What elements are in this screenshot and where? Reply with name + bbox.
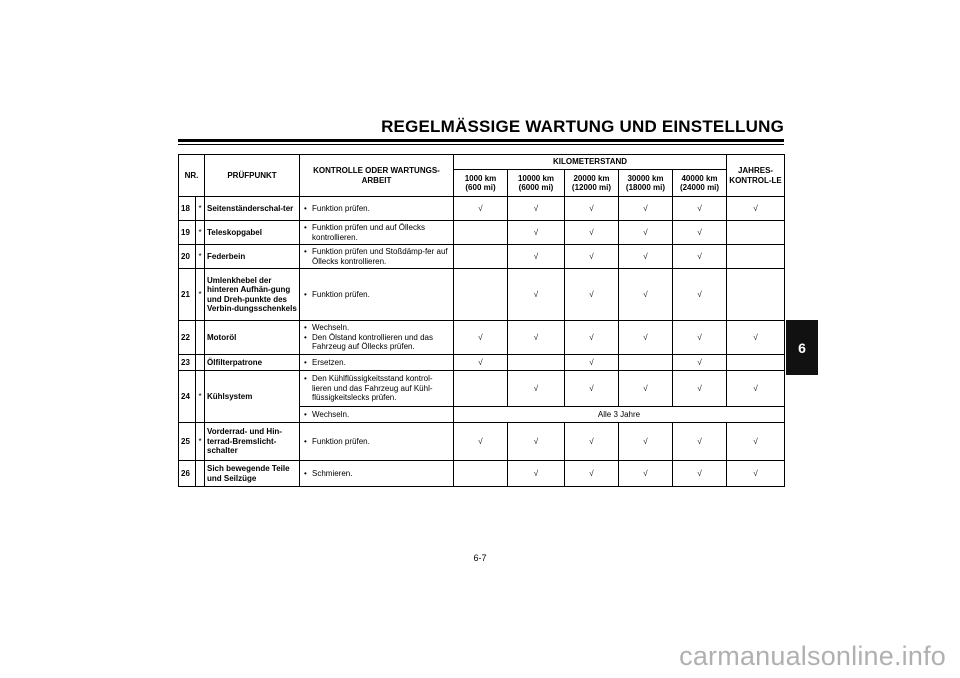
table-row (179, 221, 785, 245)
check-item: Umlenkhebel der hinteren Aufhän-gung und Dreh-punkte des Verbin-dungsschenkels (205, 269, 300, 321)
check-mark: √ (619, 221, 673, 245)
action-item: • Ersetzen. (312, 358, 451, 367)
check-item: Motoröl (205, 321, 300, 355)
row-number: 22 (179, 321, 196, 355)
check-mark: √ (619, 197, 673, 221)
action-item: • Funktion prüfen. (312, 437, 451, 446)
table-row (179, 461, 785, 487)
row-number: 21 (179, 269, 196, 321)
check-mark: √ (565, 321, 619, 355)
table-row (179, 321, 785, 355)
check-mark: √ (619, 371, 673, 407)
check-item: Seitenständerschal-ter (205, 197, 300, 221)
check-mark: √ (673, 321, 727, 355)
check-mark: √ (727, 197, 785, 221)
action-cell (300, 221, 454, 245)
dealer-star (196, 355, 205, 371)
action-cell (300, 269, 454, 321)
action-list (302, 469, 451, 478)
action-cell (300, 245, 454, 269)
header-item: PRÜFPUNKT (205, 155, 300, 197)
table-row (179, 269, 785, 321)
table-row (179, 245, 785, 269)
check-mark: √ (619, 245, 673, 269)
action-cell (300, 321, 454, 355)
action-cell (300, 461, 454, 487)
check-mark: √ (454, 197, 508, 221)
row-number: 25 (179, 423, 196, 461)
dealer-star (196, 321, 205, 355)
row-number: 20 (179, 245, 196, 269)
action-cell (300, 371, 454, 407)
action-list (302, 323, 451, 351)
check-mark: √ (673, 197, 727, 221)
action-item: • Funktion prüfen und auf Öllecks kontrollieren. (312, 223, 451, 242)
check-mark: √ (508, 461, 565, 487)
check-mark: √ (673, 355, 727, 371)
chapter-tab: 6 (786, 320, 818, 375)
action-cell (300, 407, 454, 423)
header-interval: 30000 km (18000 mi) (619, 170, 673, 197)
action-cell (300, 423, 454, 461)
check-mark (508, 355, 565, 371)
header-nr: NR. (179, 155, 205, 197)
check-mark: √ (565, 371, 619, 407)
check-mark: √ (508, 423, 565, 461)
check-mark: √ (565, 197, 619, 221)
table-row (179, 423, 785, 461)
check-mark: √ (619, 321, 673, 355)
watermark: carmanualsonline.info (679, 641, 946, 671)
header-interval: 20000 km (12000 mi) (565, 170, 619, 197)
check-mark: √ (508, 269, 565, 321)
check-item: Kühlsystem (205, 371, 300, 423)
check-mark (727, 355, 785, 371)
check-mark: √ (727, 423, 785, 461)
row-number: 18 (179, 197, 196, 221)
row-number: 24 (179, 371, 196, 423)
check-mark (727, 245, 785, 269)
row-number: 23 (179, 355, 196, 371)
row-number: 19 (179, 221, 196, 245)
dealer-star: * (196, 221, 205, 245)
dealer-star: * (196, 245, 205, 269)
check-mark: √ (619, 423, 673, 461)
check-mark (454, 461, 508, 487)
check-mark: √ (508, 245, 565, 269)
check-mark: √ (619, 461, 673, 487)
header-interval: 40000 km (24000 mi) (673, 170, 727, 197)
check-mark: √ (454, 321, 508, 355)
check-mark: √ (673, 371, 727, 407)
check-mark: √ (508, 221, 565, 245)
check-item: Federbein (205, 245, 300, 269)
page-number: 6-7 (473, 553, 487, 563)
action-item: • Funktion prüfen und Stoßdämp-fer auf Öllecks kontrollieren. (312, 247, 451, 266)
check-mark (454, 269, 508, 321)
check-mark: √ (565, 461, 619, 487)
table-row (179, 371, 785, 407)
action-list (302, 437, 451, 446)
title-rule-thin (178, 144, 784, 145)
check-mark: √ (454, 355, 508, 371)
header-action: KONTROLLE ODER WARTUNGS-ARBEIT (300, 155, 454, 197)
check-mark: √ (565, 221, 619, 245)
action-list (302, 290, 451, 299)
check-mark: √ (673, 269, 727, 321)
action-item: • Funktion prüfen. (312, 290, 451, 299)
check-mark: √ (673, 461, 727, 487)
action-item: • Den Kühlflüssigkeitsstand kontrol-lieren und das Fahrzeug auf Kühl-flüssigkeitslecks prüfen. (312, 374, 451, 402)
action-list (302, 410, 451, 419)
dealer-star: * (196, 197, 205, 221)
check-mark (727, 221, 785, 245)
check-mark: √ (508, 371, 565, 407)
action-list (302, 204, 451, 213)
check-mark (619, 355, 673, 371)
header-interval: 10000 km (6000 mi) (508, 170, 565, 197)
check-mark (454, 245, 508, 269)
check-mark: √ (727, 461, 785, 487)
dealer-star: * (196, 423, 205, 461)
action-item: • Schmieren. (312, 469, 451, 478)
check-mark: √ (565, 245, 619, 269)
check-mark: √ (727, 321, 785, 355)
interval-span-text: Alle 3 Jahre (454, 407, 785, 423)
action-list (302, 223, 451, 242)
action-cell (300, 197, 454, 221)
check-mark: √ (508, 321, 565, 355)
dealer-star (196, 461, 205, 487)
header-odometer: KILOMETERSTAND (454, 155, 727, 170)
dealer-star: * (196, 371, 205, 423)
page-title: REGELMÄSSIGE WARTUNG UND EINSTELLUNG (381, 117, 784, 136)
action-item: • Funktion prüfen. (312, 204, 451, 213)
row-number: 26 (179, 461, 196, 487)
header-interval: 1000 km (600 mi) (454, 170, 508, 197)
check-item: Sich bewegende Teile und Seilzüge (205, 461, 300, 487)
action-item: • Den Ölstand kontrollieren und das Fahrzeug auf Öllecks prüfen. (312, 333, 451, 352)
check-mark: √ (673, 221, 727, 245)
dealer-star: * (196, 269, 205, 321)
check-mark: √ (727, 371, 785, 407)
title-rule-thick (178, 139, 784, 142)
check-mark: √ (619, 269, 673, 321)
action-list (302, 374, 451, 402)
check-mark: √ (508, 197, 565, 221)
check-mark (454, 371, 508, 407)
check-item: Vorderrad- und Hin-terrad-Bremslicht-schalter (205, 423, 300, 461)
action-item: • Wechseln. (312, 323, 451, 332)
check-mark: √ (565, 269, 619, 321)
check-mark: √ (454, 423, 508, 461)
check-mark: √ (673, 423, 727, 461)
check-item: Teleskopgabel (205, 221, 300, 245)
action-list (302, 247, 451, 266)
check-mark (454, 221, 508, 245)
header-annual: JAHRES-KONTROL-LE (727, 155, 785, 197)
check-mark (727, 269, 785, 321)
action-list (302, 358, 451, 367)
check-mark: √ (565, 423, 619, 461)
maintenance-table (178, 154, 785, 487)
action-item: • Wechseln. (312, 410, 451, 419)
table-row (179, 197, 785, 221)
check-mark: √ (565, 355, 619, 371)
check-item: Ölfilterpatrone (205, 355, 300, 371)
check-mark: √ (673, 245, 727, 269)
action-cell (300, 355, 454, 371)
table-row (179, 355, 785, 371)
